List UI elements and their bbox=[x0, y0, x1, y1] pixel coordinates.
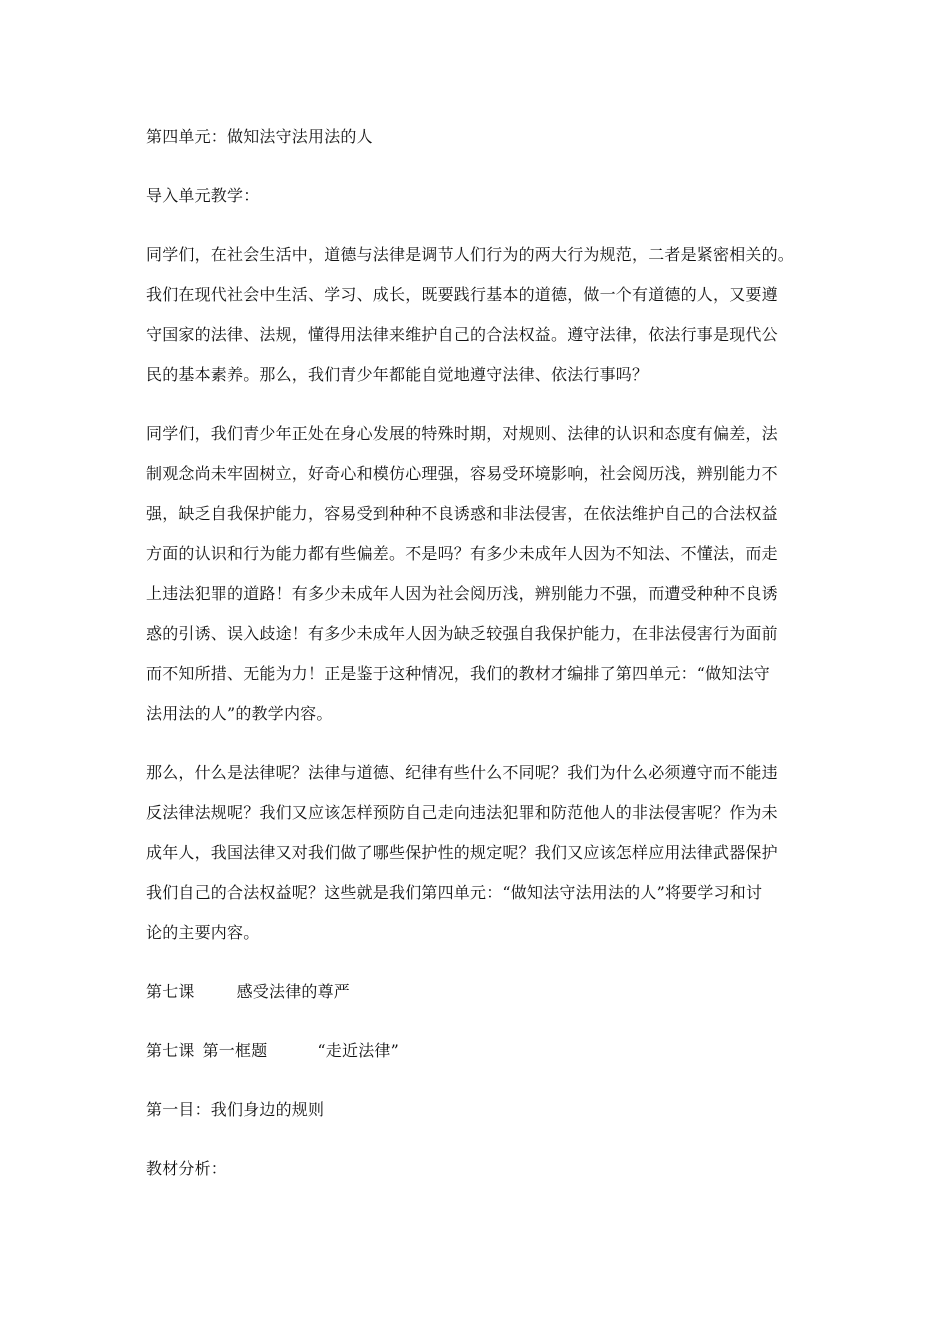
paragraph-line: 同学们，我们青少年正处在身心发展的特殊时期，对规则、法律的认识和态度有偏差，法 bbox=[146, 424, 778, 443]
paragraph-line: 强，缺乏自我保护能力，容易受到种种不良诱惑和非法侵害，在依法维护自己的合法权益 bbox=[146, 504, 778, 523]
frame-lesson-label: 第七课 bbox=[146, 1041, 195, 1060]
intro-heading: 导入单元教学： bbox=[146, 186, 260, 205]
analysis-heading: 教材分析： bbox=[146, 1159, 228, 1178]
paragraph-line: 法用法的人”的教学内容。 bbox=[146, 704, 333, 723]
frame-label: 第一框题 bbox=[202, 1041, 268, 1060]
paragraph-line: 论的主要内容。 bbox=[146, 923, 260, 942]
lesson-title bbox=[146, 982, 816, 1002]
unit-title: 第四单元：做知法守法用法的人 bbox=[146, 127, 373, 146]
item-title: 第一目：我们身边的规则 bbox=[146, 1100, 325, 1119]
paragraph-line: 那么，什么是法律呢？法律与道德、纪律有些什么不同呢？我们为什么必须遵守而不能违 bbox=[146, 763, 778, 782]
paragraph-line: 同学们，在社会生活中，道德与法律是调节人们行为的两大行为规范，二者是紧密相关的。 bbox=[146, 245, 795, 264]
frame-name: “走近法律” bbox=[317, 1041, 399, 1060]
paragraph-line: 而不知所措、无能为力！正是鉴于这种情况，我们的教材才编排了第四单元：“做知法守 bbox=[146, 664, 770, 683]
paragraph-line: 惑的引诱、误入歧途！有多少未成年人因为缺乏较强自我保护能力，在非法侵害行为面前 bbox=[146, 624, 778, 643]
paragraph-line: 我们自己的合法权益呢？这些就是我们第四单元：“做知法守法用法的人”将要学习和讨 bbox=[146, 883, 763, 902]
lesson-label: 第七课 bbox=[146, 982, 195, 1001]
paragraph-line: 民的基本素养。那么，我们青少年都能自觉地遵守法律、依法行事吗？ bbox=[146, 365, 649, 384]
frame-title bbox=[146, 1041, 816, 1061]
paragraph-line: 成年人，我国法律又对我们做了哪些保护性的规定呢？我们又应该怎样应用法律武器保护 bbox=[146, 843, 778, 862]
paragraph-line: 反法律法规呢？我们又应该怎样预防自己走向违法犯罪和防范他人的非法侵害呢？作为未 bbox=[146, 803, 778, 822]
paragraph-line: 制观念尚未牢固树立，好奇心和模仿心理强，容易受环境影响，社会阅历浅，辨别能力不 bbox=[146, 464, 778, 483]
paragraph-line: 我们在现代社会中生活、学习、成长，既要践行基本的道德，做一个有道德的人，又要遵 bbox=[146, 285, 778, 304]
lesson-name: 感受法律的尊严 bbox=[236, 982, 351, 1001]
paragraph-line: 方面的认识和行为能力都有些偏差。不是吗？有多少未成年人因为不知法、不懂法，而走 bbox=[146, 544, 778, 563]
paragraph-line: 守国家的法律、法规，懂得用法律来维护自己的合法权益。遵守法律，依法行事是现代公 bbox=[146, 325, 778, 344]
paragraph-line: 上违法犯罪的道路！有多少未成年人因为社会阅历浅，辨别能力不强，而遭受种种不良诱 bbox=[146, 584, 778, 603]
